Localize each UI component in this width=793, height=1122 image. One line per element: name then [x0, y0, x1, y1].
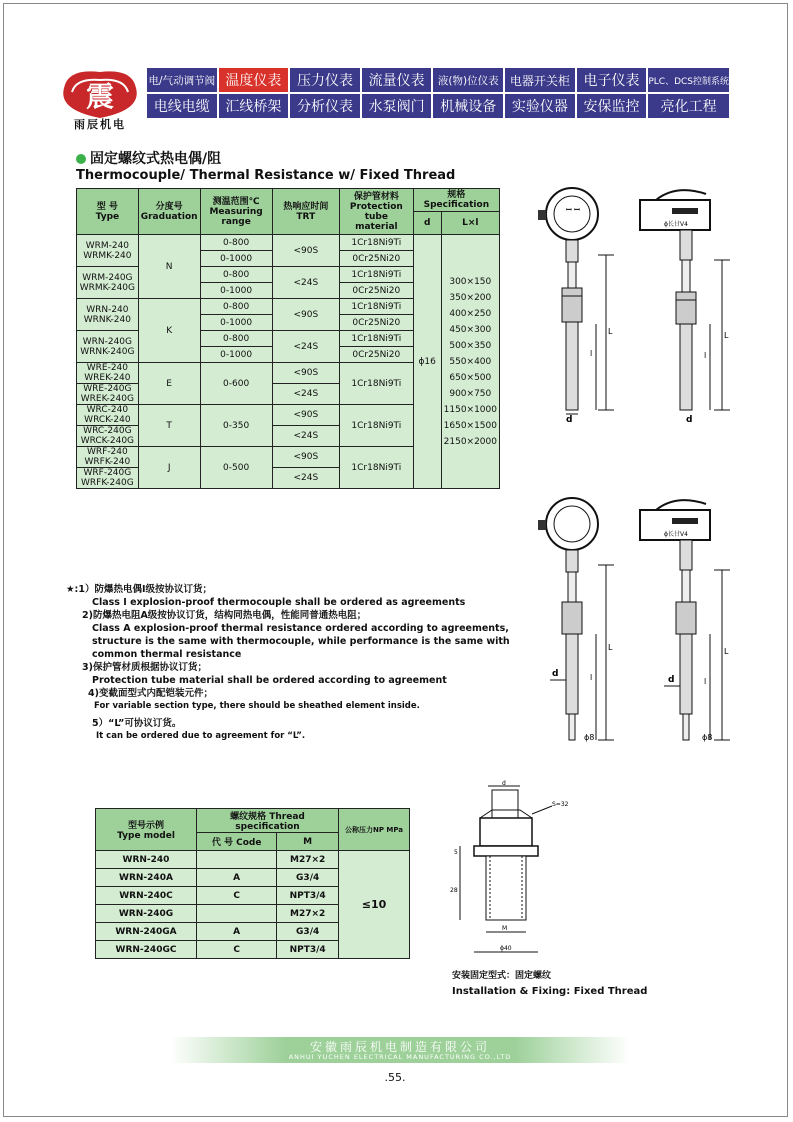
cell-material: 1Cr18Ni9Ti [339, 405, 413, 447]
nav-item-flow[interactable]: 流量仪表 [362, 68, 432, 92]
cell-type: WRF-240 WRFK-240 [77, 447, 139, 468]
t2-header-code: 代 号 Code [197, 833, 277, 851]
dim-d-label-4: d [668, 675, 675, 685]
dim-l-label: l [590, 349, 593, 358]
thread-table [95, 808, 410, 959]
cell-material: 1Cr18Ni9Ti [339, 235, 413, 251]
nav-item-switchgear[interactable]: 电器开关柜 [505, 68, 575, 92]
section-title-cn: 固定螺纹式热电偶/阻 [76, 148, 221, 168]
note-5-en: It can be ordered due to agreement for “L”. [96, 731, 306, 741]
header-range: 测温范围℃ Measuring range [200, 189, 272, 235]
nav-item-pumps[interactable]: 水泵阀门 [362, 94, 432, 118]
cell-material: 1Cr18Ni9Ti [339, 299, 413, 315]
dim-L-label: L [608, 327, 613, 336]
cell-trt: <24S [272, 267, 339, 299]
dim-L-label-2: L [724, 331, 729, 340]
cell-model: WRN-240C [96, 887, 197, 905]
cell-code: A [197, 869, 277, 887]
cell-m: G3/4 [277, 923, 339, 941]
cell-graduation: E [138, 363, 200, 405]
caption-en: Installation & Fixing: Fixed Thread [452, 986, 648, 997]
t2-header-model: 型号示例 Type model [96, 809, 197, 851]
note-star: ★: [66, 584, 79, 595]
cell-range: 0-600 [200, 363, 272, 405]
probe-diagram-4 [630, 490, 740, 750]
head-label-2: ϕ长甘V4 [664, 531, 688, 538]
table-row [96, 851, 410, 869]
thread-5-label: 5 [454, 849, 458, 856]
cell-code: C [197, 941, 277, 959]
probe-diagram-3 [510, 490, 620, 750]
cell-type: WRF-240G WRFK-240G [77, 468, 139, 489]
header-type: 型 号 Type [77, 189, 139, 235]
thread-table-body [96, 851, 410, 959]
cell-trt: <90S [272, 447, 339, 468]
dim-L-label-4: L [724, 647, 729, 656]
t2-header-spec: 螺纹规格 Thread specification [197, 809, 339, 833]
probe-diagram-2 [630, 180, 740, 425]
cell-model: WRN-240A [96, 869, 197, 887]
cell-type: WRM-240 WRMK-240 [77, 235, 139, 267]
nav-item-level[interactable]: 液(物)位仪表 [433, 68, 503, 92]
cell-range: 0-1000 [200, 251, 272, 267]
cell-m: G3/4 [277, 869, 339, 887]
cell-m: NPT3/4 [277, 941, 339, 959]
cell-material: 1Cr18Ni9Ti [339, 267, 413, 283]
nav-item-machinery[interactable]: 机械设备 [433, 94, 503, 118]
cell-trt: <24S [272, 426, 339, 447]
section-title-en: Thermocouple/ Thermal Resistance w/ Fixed Thread [76, 168, 456, 183]
dim-l-label-4: l [704, 677, 707, 686]
nav-item-lighting[interactable]: 亮化工程 [648, 94, 729, 118]
note-2-en: Class A explosion-proof thermal resistance ordered according to agreements, structure is the same with thermocouple, while performance is the same with common thermal resistance [92, 623, 510, 660]
nav-item-pressure[interactable]: 压力仪表 [290, 68, 360, 92]
cell-code: C [197, 887, 277, 905]
phi8-label-1: ϕ8 [584, 733, 595, 742]
cell-range: 0-1000 [200, 283, 272, 299]
cell-trt: <90S [272, 363, 339, 384]
phi8-label-2: ϕ8 [702, 733, 713, 742]
note-4-en: For variable section type, there should be sheathed element inside. [94, 701, 420, 711]
dim-d-label-3: d [552, 669, 559, 679]
cell-graduation: T [138, 405, 200, 447]
company-name-en: ANHUI YUCHEN ELECTRICAL MANUFACTURING CO.,LTD [288, 1053, 512, 1061]
dim-d-label-2: d [686, 415, 693, 425]
cell-trt: <90S [272, 235, 339, 267]
header-lxl: L×l [441, 212, 499, 235]
cell-material: 1Cr18Ni9Ti [339, 331, 413, 347]
cell-graduation: K [138, 299, 200, 363]
page-number: .55. [384, 1071, 406, 1084]
cell-m: NPT3/4 [277, 887, 339, 905]
cell-type: WRC-240G WRCK-240G [77, 426, 139, 447]
thread-m-label: M [502, 925, 508, 932]
cell-range: 0-800 [200, 299, 272, 315]
note-1-en: Class Ⅰ explosion-proof thermocouple shall be ordered as agreements [92, 597, 466, 608]
caption-cn: 安装固定型式：固定螺纹 [452, 971, 552, 981]
t2-header-m: M [277, 833, 339, 851]
cell-model: WRN-240GC [96, 941, 197, 959]
cell-trt: <24S [272, 331, 339, 363]
dim-d-label: d [566, 415, 573, 425]
cell-trt: <24S [272, 468, 339, 489]
nav-item-lab[interactable]: 实验仪器 [505, 94, 575, 118]
cell-range: 0-350 [200, 405, 272, 447]
nav-item-electronic[interactable]: 电子仪表 [577, 68, 647, 92]
thread-s-label: S=32 [552, 801, 569, 808]
head-label: ϕ长甘V4 [664, 221, 688, 228]
company-name-cn: 安徽雨辰机电制造有限公司 [309, 1040, 490, 1054]
nav-item-analysis[interactable]: 分析仪表 [290, 94, 360, 118]
thread-d-label: d [502, 780, 506, 787]
cell-range: 0-800 [200, 267, 272, 283]
cell-range: 0-800 [200, 331, 272, 347]
cell-type: WRN-240 WRNK-240 [77, 299, 139, 331]
svg-text:ꟷ ꟷ: ꟷ ꟷ [566, 206, 580, 214]
header-trt: 热响应时间 TRT [272, 189, 339, 235]
probe-diagram-1 [510, 180, 620, 425]
note-4-cn: 4)变截面型式内配铠装元件； [88, 688, 213, 699]
t2-header-pressure: 公称压力NP MPa [339, 809, 410, 851]
cell-trt: <90S [272, 405, 339, 426]
spec-table [76, 188, 500, 489]
notes-block [66, 582, 546, 743]
cell-type: WRE-240 WREK-240 [77, 363, 139, 384]
thread-fitting-diagram [440, 780, 580, 960]
nav-item-cable[interactable]: 电线电缆 [147, 94, 217, 118]
cell-m: M27×2 [277, 905, 339, 923]
cell-material: 0Cr25Ni20 [339, 315, 413, 331]
dim-L-label-3: L [608, 643, 613, 652]
category-nav [147, 68, 729, 116]
nav-item-temperature[interactable]: 温度仪表 [219, 68, 289, 92]
thread-phi-label: ϕ40 [500, 945, 512, 952]
cell-range: 0-500 [200, 447, 272, 489]
logo-character: 震 [85, 80, 115, 113]
cell-material: 0Cr25Ni20 [339, 251, 413, 267]
cell-graduation: N [138, 235, 200, 299]
cell-material: 0Cr25Ni20 [339, 283, 413, 299]
cell-model: WRN-240GA [96, 923, 197, 941]
cell-type: WRC-240 WRCK-240 [77, 405, 139, 426]
cell-d: ϕ16 [413, 235, 441, 489]
nav-item-tray[interactable]: 汇线桥架 [219, 94, 289, 118]
cell-material: 0Cr25Ni20 [339, 347, 413, 363]
cell-model: WRN-240G [96, 905, 197, 923]
cell-range: 0-1000 [200, 315, 272, 331]
note-3-en: Protection tube material shall be ordered according to agreement [92, 675, 447, 686]
cell-code [197, 851, 277, 869]
cell-type: WRE-240G WREK-240G [77, 384, 139, 405]
cell-range: 0-1000 [200, 347, 272, 363]
cell-material: 1Cr18Ni9Ti [339, 447, 413, 489]
cell-code: A [197, 923, 277, 941]
spec-table-body [77, 235, 500, 489]
header-material: 保护管材料 Protection tube material [339, 189, 413, 235]
cell-code [197, 905, 277, 923]
dim-l-label-2: l [704, 351, 707, 360]
dim-l-label-3: l [590, 673, 593, 682]
nav-item-valves[interactable]: 电/气动调节阀 [147, 68, 217, 92]
cell-lxl: 300×150 350×200 400×250 450×300 500×350 550×400 650×500 900×750 1150×1000 1650×1500 2150×2000 [441, 235, 499, 489]
note-2-cn: 2)防爆热电阻A级按协议订货，结构同热电偶，性能同普通热电阻； [82, 610, 367, 621]
cell-model: WRN-240 [96, 851, 197, 869]
cell-m: M27×2 [277, 851, 339, 869]
brand-name: 雨辰机电 [74, 118, 126, 131]
cell-range: 0-800 [200, 235, 272, 251]
header-spec: 规格Specification [413, 189, 499, 212]
cell-material: 1Cr18Ni9Ti [339, 363, 413, 405]
bullet-dot-icon [76, 154, 86, 164]
thread-28-label: 28 [450, 887, 458, 894]
nav-item-security[interactable]: 安保监控 [577, 94, 647, 118]
cell-trt: <90S [272, 299, 339, 331]
cell-trt: <24S [272, 384, 339, 405]
cell-pressure: ≤10 [339, 851, 410, 959]
header-graduation: 分度号 Graduation [138, 189, 200, 235]
note-1-cn: 1）防爆热电偶Ⅰ级按协议订货； [78, 584, 212, 595]
cell-type: WRN-240G WRNK-240G [77, 331, 139, 363]
cell-type: WRM-240G WRMK-240G [77, 267, 139, 299]
nav-item-plc[interactable]: PLC、DCS控制系统 [648, 68, 729, 92]
note-5-cn: 5）“L”可协议订货。 [92, 718, 182, 729]
note-3-cn: 3)保护管材质根据协议订货； [82, 662, 207, 673]
header-d: d [413, 212, 441, 235]
cell-graduation: J [138, 447, 200, 489]
table-row [77, 235, 500, 251]
